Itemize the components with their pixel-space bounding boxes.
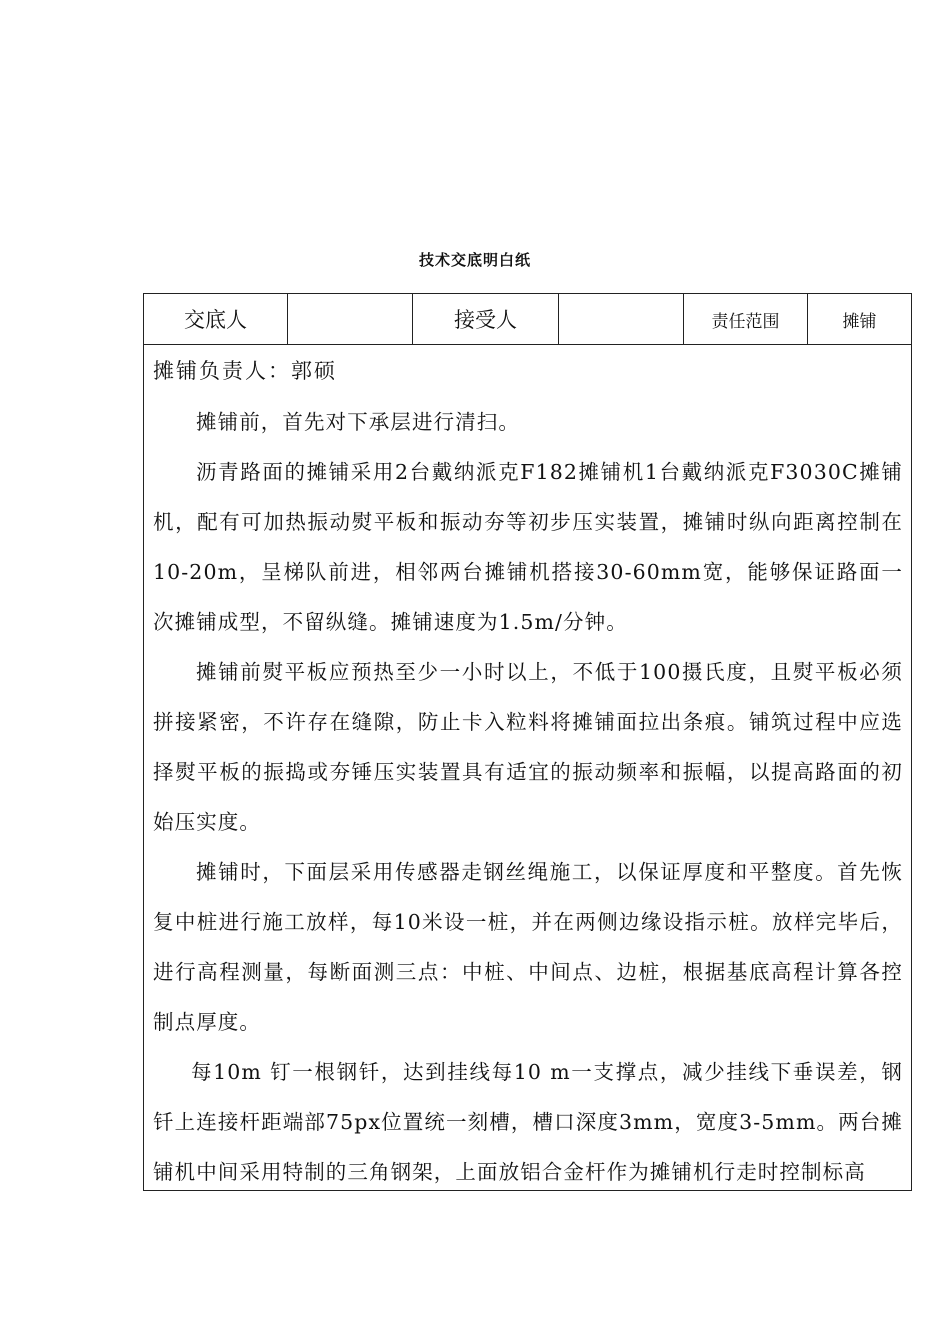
disclosure-table [143, 293, 912, 1191]
paragraph: 摊铺前熨平板应预热至少一小时以上，不低于100摄氏度，且熨平板必须拼接紧密，不许存在缝隙，防止卡入粒料将摊铺面拉出条痕。铺筑过程中应选择熨平板的振捣或夯锤压实装置具有适宜的振动频率和振幅，以提高路面的初始压实度。 [153, 660, 903, 834]
receiver-label: 接受人 [413, 294, 559, 344]
header-row [144, 294, 911, 345]
paragraph: 摊铺前，首先对下承层进行清扫。 [196, 410, 520, 434]
document-title: 技术交底明白纸 [418, 251, 531, 269]
paragraph: 沥青路面的摊铺采用2台戴纳派克F182摊铺机1台戴纳派克F3030C摊铺机，配有可加热振动熨平板和振动夯等初步压实装置，摊铺时纵向距离控制在10-20m，呈梯队前进，相邻两台摊铺机搭接30-60mm宽，能够保证路面一次摊铺成型，不留纵缝。摊铺速度为1.5m/分钟。 [153, 460, 903, 634]
content-body [144, 345, 911, 1190]
scope-label: 责任范围 [684, 294, 808, 344]
discloser-value [288, 294, 413, 344]
lead-line: 摊铺负责人：郭硕 [153, 359, 337, 383]
scope-value: 摊铺 [842, 311, 877, 332]
receiver-value [559, 294, 684, 344]
discloser-label: 交底人 [144, 294, 288, 344]
paragraph: 摊铺时，下面层采用传感器走钢丝绳施工，以保证厚度和平整度。首先恢复中桩进行施工放样，每10米设一桩，并在两侧边缘设指示桩。放样完毕后，进行高程测量，每断面测三点：中桩、中间点、边桩，根据基底高程计算各控制点厚度。 [153, 860, 903, 1034]
paragraph: 每10m 钉一根钢钎，达到挂线每10 m一支撑点，减少挂线下垂误差，钢钎上连接杆距端部75px位置统一刻槽，槽口深度3mm，宽度3-5mm。两台摊铺机中间采用特制的三角钢架，上面放铝合金杆作为摊铺机行走时控制标高 [153, 1060, 903, 1184]
